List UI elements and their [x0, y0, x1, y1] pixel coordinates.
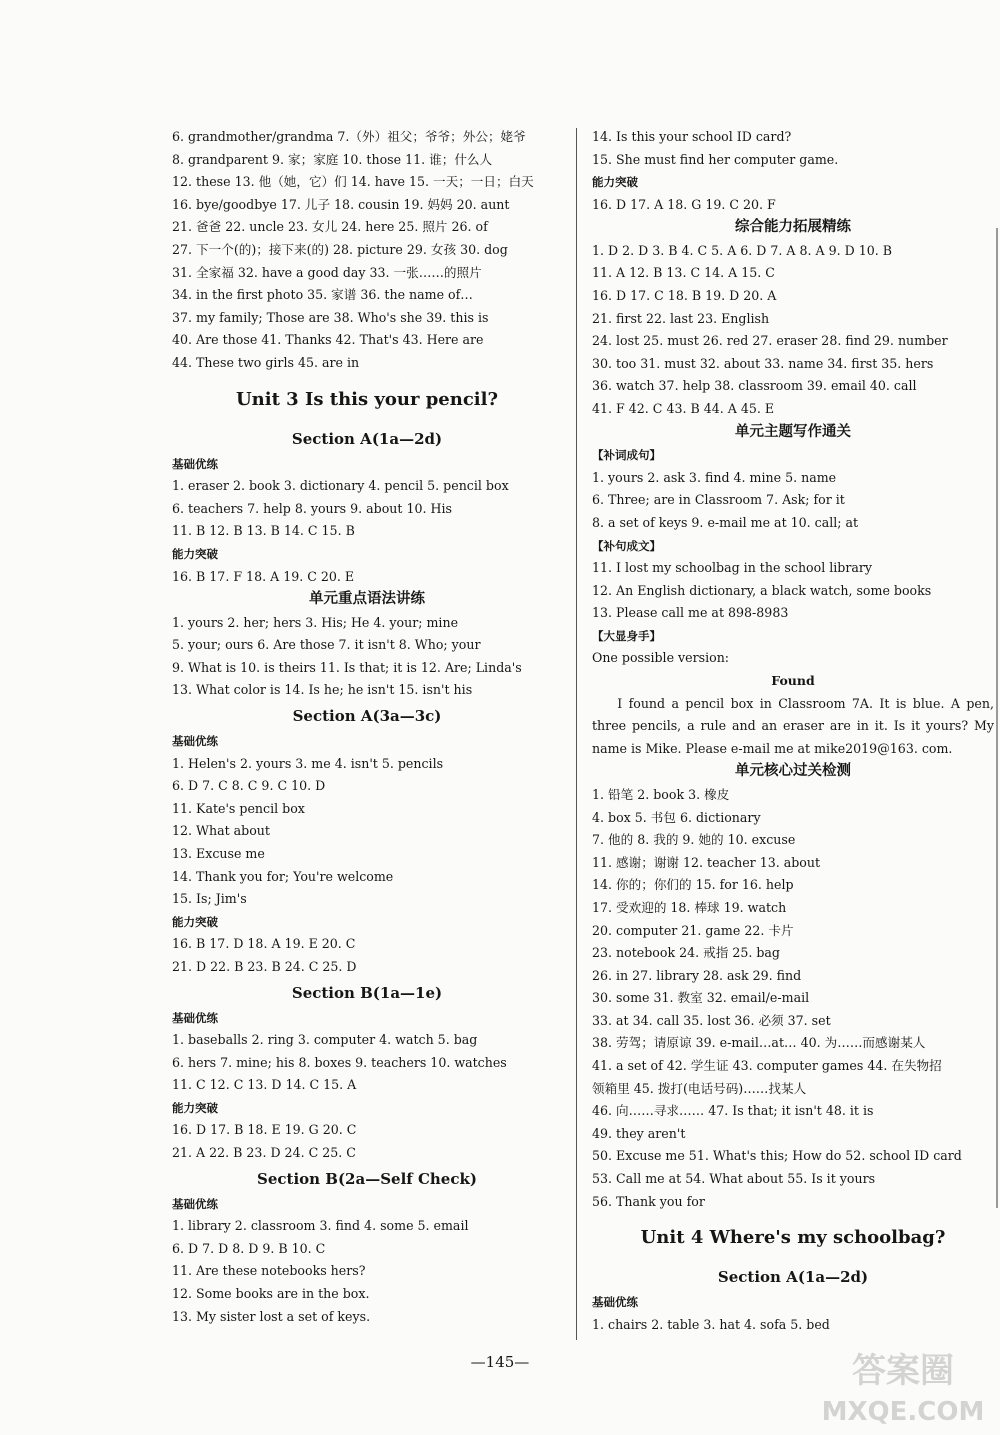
- subsection-label: 【大显身手】: [592, 628, 661, 643]
- answer-line: 11. B 12. B 13. B 14. C 15. B: [172, 523, 355, 539]
- page-number: —145—: [470, 1353, 530, 1371]
- answer-line: 1. library 2. classroom 3. find 4. some 5. email: [172, 1218, 469, 1234]
- answer-line: 15. She must find her computer game.: [592, 151, 839, 167]
- answer-line: 38. 劳驾；请原谅 39. e-mail…at… 40. 为……而感谢某人: [592, 1035, 926, 1051]
- answer-line: 31. 全家福 32. have a good day 33. 一张……的照片: [172, 264, 482, 280]
- watermark-logo: [818, 1342, 988, 1430]
- answer-line: 27. 下一个(的)；接下来(的) 28. picture 29. 女孩 30. dog: [172, 241, 508, 257]
- answer-line: 41. a set of 42. 学生证 43. computer games 44. 在失物招: [592, 1058, 942, 1074]
- answer-line: 16. B 17. D 18. A 19. E 20. C: [172, 936, 356, 952]
- answer-line: 8. a set of keys 9. e-mail me at 10. call; at: [592, 514, 859, 530]
- unit-heading: Unit 4 Where's my schoolbag?: [640, 1227, 946, 1249]
- answer-line: 11. Kate's pencil box: [172, 800, 305, 816]
- chinese-heading: 单元重点语法讲练: [309, 591, 425, 608]
- answer-line: 33. at 34. call 35. lost 36. 必须 37. set: [592, 1012, 831, 1028]
- answer-line: 1. 铅笔 2. book 3. 橡皮: [592, 786, 730, 802]
- answer-line: 领箱里 45. 拨打(电话号码)……找某人: [592, 1080, 807, 1096]
- answer-line: 1. eraser 2. book 3. dictionary 4. pencil 5. pencil box: [172, 478, 509, 494]
- answer-line: 11. Are these notebooks hers?: [172, 1263, 366, 1279]
- answer-line: 16. bye/goodbye 17. 儿子 18. cousin 19. 妈妈 20. aunt: [172, 196, 510, 212]
- answer-line: 44. These two girls 45. are in: [172, 354, 360, 370]
- answer-line: 1. chairs 2. table 3. hat 4. sofa 5. bed: [592, 1316, 830, 1332]
- answer-line: 16. D 17. B 18. E 19. G 20. C: [172, 1122, 357, 1138]
- subsection-label: 【补句成文】: [592, 538, 661, 553]
- answer-line: 13. Please call me at 898-8983: [592, 605, 789, 621]
- answer-line: 11. 感谢；谢谢 12. teacher 13. about: [592, 854, 821, 870]
- subsection-label: 【补词成句】: [592, 448, 661, 463]
- answer-line: 16. D 17. C 18. B 19. D 20. A: [592, 288, 777, 304]
- answer-line: 49. they aren't: [592, 1125, 686, 1141]
- answer-line: 21. 爸爸 22. uncle 23. 女儿 24. here 25. 照片 26. of: [172, 219, 488, 235]
- answer-line: 11. I lost my schoolbag in the school library: [592, 560, 873, 576]
- watermark-bottom-text: MXQE.COM: [821, 1397, 985, 1427]
- essay-paragraph: I found a pencil box in Classroom 7A. It is blue. A pen, three pencils, a rule and an eraser are in it. Is it yours? My name is Mike. Please e-mail me at mike2019@163. com.: [592, 695, 994, 756]
- chinese-heading: 综合能力拓展精练: [735, 219, 851, 236]
- answer-line: 30. too 31. must 32. about 33. name 34. first 35. hers: [592, 355, 934, 371]
- answer-line: 13. What color is 14. Is he; he isn't 15. isn't his: [172, 682, 473, 698]
- subsection-label: 基础优练: [172, 1010, 218, 1025]
- answer-line: 4. box 5. 书包 6. dictionary: [592, 809, 761, 825]
- answer-line: 21. A 22. B 23. D 24. C 25. C: [172, 1145, 356, 1161]
- answer-line: 6. D 7. D 8. D 9. B 10. C: [172, 1240, 326, 1256]
- answer-line: 24. lost 25. must 26. red 27. eraser 28. find 29. number: [592, 333, 948, 349]
- answer-line: 21. D 22. B 23. B 24. C 25. D: [172, 958, 357, 974]
- chinese-heading: 单元核心过关检测: [735, 763, 851, 780]
- answer-line: 34. in the first photo 35. 家谱 36. the name of…: [172, 287, 473, 303]
- answer-line: 23. notebook 24. 戒指 25. bag: [592, 945, 780, 961]
- answer-line: 16. D 17. A 18. G 19. C 20. F: [592, 196, 776, 212]
- answer-line: 12. What about: [172, 823, 270, 839]
- answer-line: 14. Thank you for; You're welcome: [172, 868, 394, 884]
- answer-line: 56. Thank you for: [592, 1193, 705, 1209]
- answer-line: 50. Excuse me 51. What's this; How do 52. school ID card: [592, 1148, 962, 1164]
- left-column: [172, 126, 562, 1328]
- answer-line: 1. yours 2. ask 3. find 4. mine 5. name: [592, 469, 837, 485]
- answer-line: 1. Helen's 2. yours 3. me 4. isn't 5. pencils: [172, 755, 444, 771]
- answer-line: 13. Excuse me: [172, 845, 265, 861]
- answer-line: 6. hers 7. mine; his 8. boxes 9. teachers 10. watches: [172, 1054, 507, 1070]
- subsection-label: 能力突破: [172, 1100, 218, 1115]
- section-heading: Section A(1a—2d): [717, 1268, 869, 1287]
- answer-line: One possible version:: [592, 650, 730, 666]
- answer-line: 14. 你的；你们的 15. for 16. help: [592, 877, 794, 893]
- answer-line: 12. An English dictionary, a black watch, some books: [592, 582, 932, 598]
- answer-line: 20. computer 21. game 22. 卡片: [592, 922, 794, 938]
- answer-line: 26. in 27. library 28. ask 29. find: [592, 967, 802, 983]
- answer-line: 1. yours 2. her; hers 3. His; He 4. your; mine: [172, 614, 459, 630]
- subsection-label: 能力突破: [172, 546, 218, 561]
- answer-line: 12. these 13. 他（她，它）们 14. have 15. 一天；一日；白天: [172, 174, 534, 190]
- section-heading: Section B(2a—Self Check): [257, 1169, 477, 1188]
- answer-line: 16. B 17. F 18. A 19. C 20. E: [172, 568, 355, 584]
- subsection-label: 能力突破: [592, 175, 638, 190]
- answer-line: 30. some 31. 教室 32. email/e-mail: [592, 990, 810, 1006]
- answer-line: 9. What is 10. is theirs 11. Is that; it is 12. Are; Linda's: [172, 659, 522, 675]
- answer-line: 8. grandparent 9. 家；家庭 10. those 11. 谁；什么人: [172, 151, 493, 167]
- subsection-label: 基础优练: [172, 456, 218, 471]
- answer-line: 1. D 2. D 3. B 4. C 5. A 6. D 7. A 8. A 9. D 10. B: [592, 242, 893, 258]
- section-heading: Section A(3a—3c): [292, 706, 442, 725]
- answer-line: 14. Is this your school ID card?: [592, 129, 792, 144]
- answer-line: 1. baseballs 2. ring 3. computer 4. watch 5. bag: [172, 1032, 478, 1048]
- column-divider: [576, 128, 577, 1340]
- subsection-label: 基础优练: [172, 1196, 218, 1211]
- answer-line: 46. 向……寻求…… 47. Is that; it isn't 48. it is: [592, 1103, 874, 1119]
- page-edge-line: [996, 228, 998, 1208]
- answer-line: 6. Three; are in Classroom 7. Ask; for it: [592, 492, 845, 508]
- answer-line: 36. watch 37. help 38. classroom 39. email 40. call: [592, 378, 917, 394]
- unit-heading: Unit 3 Is this your pencil?: [235, 388, 499, 410]
- answer-line: 40. Are those 41. Thanks 42. That's 43. Here are: [172, 332, 484, 348]
- answer-line: 41. F 42. C 43. B 44. A 45. E: [592, 401, 775, 417]
- section-heading: Section B(1a—1e): [291, 983, 443, 1002]
- answer-line: 11. A 12. B 13. C 14. A 15. C: [592, 265, 775, 281]
- answer-line: 7. 他的 8. 我的 9. 她的 10. excuse: [592, 832, 796, 848]
- subsection-label: 能力突破: [172, 914, 218, 929]
- answer-line: 12. Some books are in the box.: [172, 1286, 370, 1302]
- chinese-heading: 单元主题写作通关: [735, 423, 851, 440]
- answer-line: 37. my family; Those are 38. Who's she 39. this is: [172, 309, 489, 325]
- answer-line: 21. first 22. last 23. English: [592, 310, 770, 326]
- subsection-label: 基础优练: [592, 1295, 638, 1310]
- answer-line: 15. Is; Jim's: [172, 891, 247, 907]
- answer-line: 11. C 12. C 13. D 14. C 15. A: [172, 1077, 357, 1093]
- answer-line: 5. your; ours 6. Are those 7. it isn't 8. Who; your: [172, 637, 481, 653]
- right-column: [592, 126, 994, 1336]
- essay-title: Found: [771, 673, 815, 689]
- answer-line: 17. 受欢迎的 18. 棒球 19. watch: [592, 899, 787, 915]
- answer-line: 13. My sister lost a set of keys.: [172, 1308, 371, 1324]
- subsection-label: 基础优练: [172, 733, 218, 748]
- answer-line: 6. grandmother/grandma 7.（外）祖父；爷爷；外公；姥爷: [172, 129, 526, 144]
- answer-line: 53. Call me at 54. What about 55. Is it yours: [592, 1171, 876, 1187]
- section-heading: Section A(1a—2d): [291, 429, 443, 448]
- watermark-top-text: 答案圈: [852, 1351, 954, 1391]
- answer-line: 6. teachers 7. help 8. yours 9. about 10. His: [172, 500, 452, 516]
- answer-line: 6. D 7. C 8. C 9. C 10. D: [172, 778, 326, 794]
